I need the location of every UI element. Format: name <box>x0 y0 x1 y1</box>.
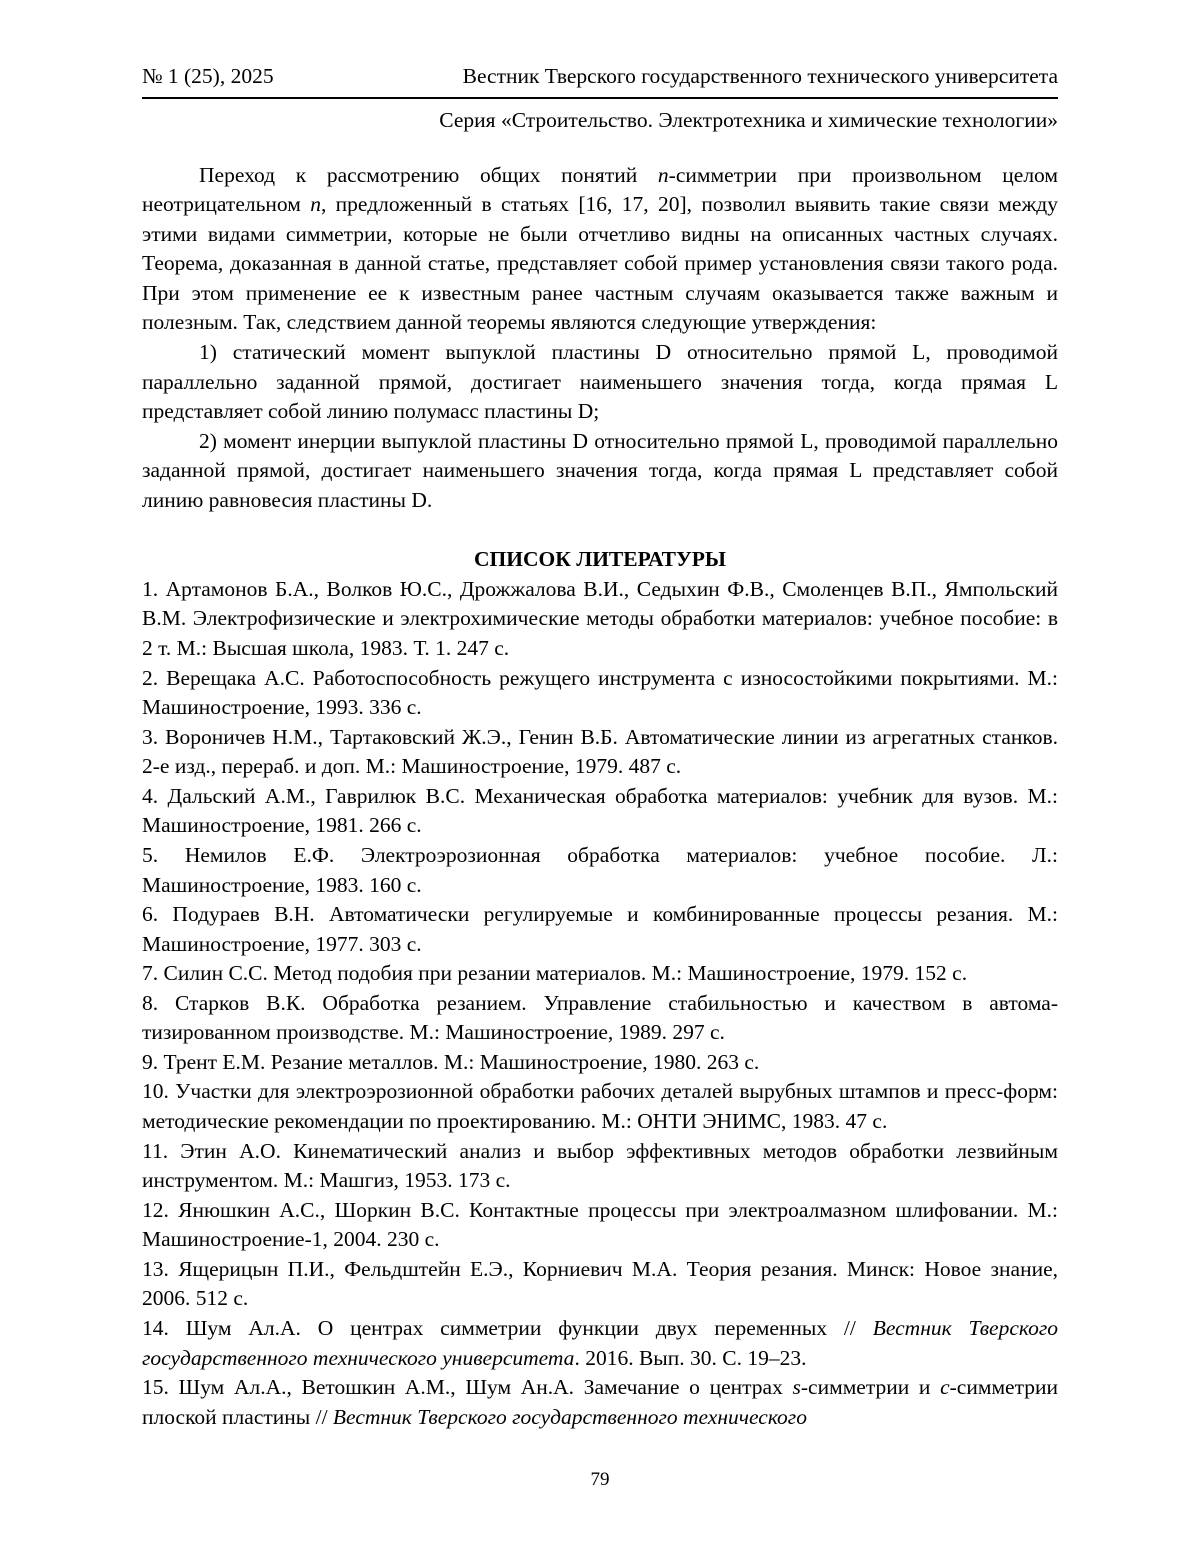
text-segment: . 2016. Вып. 30. С. 19–23. <box>574 1345 807 1370</box>
reference-item: 2. Верещака А.С. Работоспособность режущего инструмента с износостойкими покрытиями. М.: Машиностроение, 1993. 336 с. <box>142 665 1058 720</box>
reference-item <box>142 1314 1058 1373</box>
reference-item: 10. Участки для электроэрозионной обработки рабочих деталей вырубных штампов и пресс-форм: методические рекомендации по проектированию. М.: ОНТИ ЭНИМС, 1983. 47 с. <box>142 1079 1058 1134</box>
statement-2: 2) момент инерции выпуклой пластины D относительно прямой L, проводимой параллельно заданной прямой, достигает наименьшего значения тогда, когда прямая L представляет собой линию равновесия пластины D. <box>142 428 1058 512</box>
reference-item: 8. Старков В.К. Обработка резанием. Управление стабильностью и качеством в автома-тизированном производстве. М.: Машиностроение, 1989. 297 с. <box>142 990 1058 1045</box>
reference-item: 9. Трент Е.М. Резание металлов. М.: Машиностроение, 1980. 263 с. <box>142 1049 760 1074</box>
reference-item: 4. Дальский А.М., Гаврилюк В.С. Механическая обработка материалов: учебник для вузов. М.: Машиностроение, 1981. 266 с. <box>142 783 1058 838</box>
page-footer <box>0 1469 1200 1491</box>
article-body <box>142 161 1058 1433</box>
reference-item: 1. Артамонов Б.А., Волков Ю.С., Дрожжалова В.И., Седыхин Ф.В., Смоленцев В.П., Ямпольский В.М. Электрофизические и электрохимические методы обработки материалов: учебное пособие: в 2 т. М.: Высшая школа, 1983. Т. 1. 247 с. <box>142 576 1058 661</box>
italic-text: n <box>657 162 669 187</box>
references-heading: СПИСОК ЛИТЕРАТУРЫ <box>474 547 726 572</box>
reference-item: 6. Подураев В.Н. Автоматически регулируемые и комбинированные процессы резания. М.: Машиностроение, 1977. 303 с. <box>142 902 1058 956</box>
paragraph-intro <box>142 161 1058 338</box>
text-segment: , предложенный в статьях [16, 17, 20], позволил выявить такие связи между этими видами симметрии, которые не были отчетливо видны на описанных частных случаях. Теорема, доказанная в данной статье, представляет собой пример установления связи такого рода. При этом применение ее к известным ранее частным случаям оказывается также важным и полезным. Так, следствием данной теоремы являются следующие утверждения: <box>142 192 1058 335</box>
text-segment: -симметрии плоской пластины // <box>142 1375 1059 1429</box>
journal-title: Вестник Тверского государственного технического университета <box>462 64 1058 88</box>
text-segment: -симметрии и <box>800 1375 941 1400</box>
statement-1: 1) статический момент выпуклой пластины D относительно прямой L, проводимой параллельно заданной прямой, достигает наименьшего значения тогда, когда прямая L представляет собой линию полумасс пластины D; <box>142 339 1058 424</box>
text-segment: 15. Шум Ал.А., Ветошкин А.М., Шум Ан.А. Замечание о центрах <box>142 1375 793 1400</box>
italic-text: с <box>940 1375 950 1400</box>
reference-item <box>142 1373 1058 1432</box>
journal-header-row <box>142 64 1058 99</box>
reference-list <box>142 575 1058 1432</box>
reference-item: 13. Ящерицын П.И., Фельдштейн Е.Э., Корниевич М.А. Теория резания. Минск: Новое знание, 2006. 512 с. <box>142 1256 1058 1311</box>
text-segment: 14. Шум Ал.А. О центрах симметрии функции двух переменных // <box>142 1315 873 1340</box>
text-segment: -симметрии при произвольном целом неотрицательном <box>142 162 1058 217</box>
reference-item: 11. Этин А.О. Кинематический анализ и выбор эффективных методов обработки лезвийным инструментом. М.: Машгиз, 1953. 173 с. <box>142 1138 1058 1193</box>
italic-text: n <box>310 192 321 217</box>
reference-item: 12. Янюшкин А.С., Шоркин В.С. Контактные процессы при электроалмазном шлифовании. М.: Машиностроение-1, 2004. 230 с. <box>142 1197 1058 1252</box>
italic-text: Вестник Тверского государственного технического <box>332 1404 807 1429</box>
journal-series: Серия «Строительство. Электротехника и химические технологии» <box>439 107 1058 132</box>
italic-text: Вестник Тверского государственного технического университета <box>142 1315 1058 1370</box>
italic-text: s <box>792 1375 801 1400</box>
issue-number: № 1 (25), 2025 <box>142 64 274 88</box>
text-segment: Переход к рассмотрению общих понятий <box>199 162 658 187</box>
page-number: 79 <box>590 1469 610 1490</box>
reference-item: 7. Силин С.С. Метод подобия при резании материалов. М.: Машиностроение, 1979. 152 с. <box>142 961 968 986</box>
reference-item: 5. Немилов Е.Ф. Электроэрозионная обработка материалов: учебное пособие. Л.: Машиностроение, 1983. 160 с. <box>142 842 1058 897</box>
page-header <box>142 64 1058 134</box>
reference-item: 3. Вороничев Н.М., Тартаковский Ж.Э., Генин В.Б. Автоматические линии из агрегатных станков. 2-е изд., перераб. и доп. М.: Машиностроение, 1979. 487 с. <box>142 724 1058 779</box>
